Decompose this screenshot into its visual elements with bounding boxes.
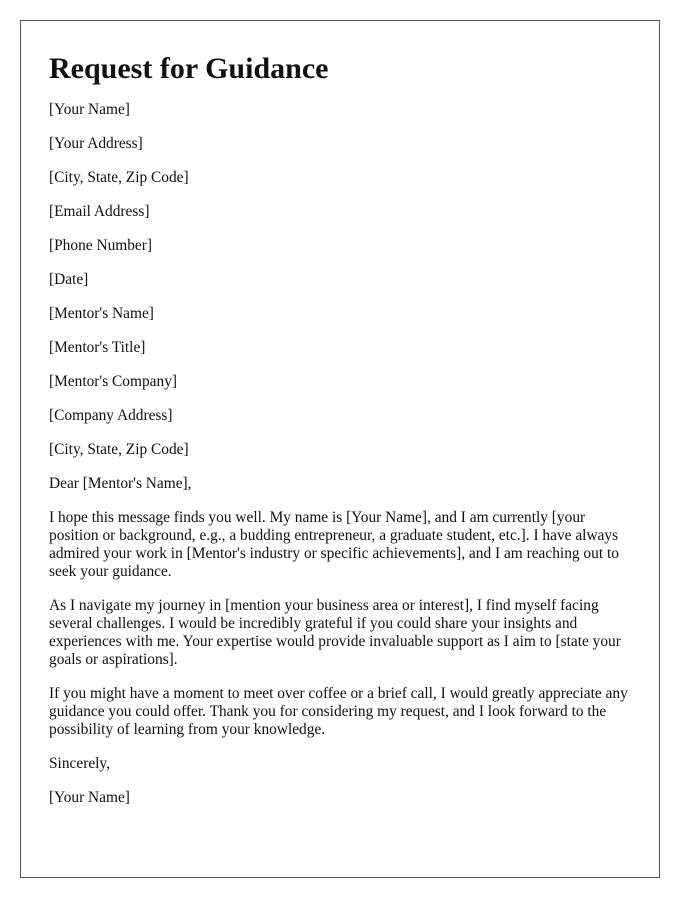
body-paragraph-intro: I hope this message finds you well. My name is [Your Name], and I am currently [your position or background, e.g., a budding entrepreneur, a graduate student, etc.]. I have always admired your work in [Mentor's industry or specific achievements], and I am reaching out to seek your guidance. — [49, 509, 619, 580]
body-paragraph-challenges: As I navigate my journey in [mention your business area or interest], I find myself facing several challenges. I would be incredibly grateful if you could share your insights and experiences with me. Your expertise would provide invaluable support as I aim to [state your goals or aspirations]. — [49, 597, 621, 668]
body-paragraph-request: If you might have a moment to meet over coffee or a brief call, I would greatly appreciate any guidance you could offer. Thank you for considering my request, and I look forward to the possibility of learning from your knowledge. — [49, 685, 628, 738]
sender-address: [Your Address] — [49, 135, 143, 152]
recipient-title: [Mentor's Title] — [49, 339, 146, 356]
closing: Sincerely, — [49, 755, 110, 772]
page-title: Request for Guidance — [49, 52, 329, 85]
sender-city-state-zip: [City, State, Zip Code] — [49, 169, 189, 186]
recipient-name: [Mentor's Name] — [49, 305, 154, 322]
sender-email: [Email Address] — [49, 203, 150, 220]
recipient-company: [Mentor's Company] — [49, 373, 178, 390]
sender-name: [Your Name] — [49, 101, 130, 118]
signature: [Your Name] — [49, 789, 130, 806]
salutation: Dear [Mentor's Name], — [49, 475, 192, 492]
letter-content — [49, 50, 637, 823]
recipient-company-address: [Company Address] — [49, 407, 173, 424]
letter-date: [Date] — [49, 271, 89, 288]
recipient-city-state-zip: [City, State, Zip Code] — [49, 441, 189, 458]
sender-phone: [Phone Number] — [49, 237, 153, 254]
letter-page — [20, 20, 660, 878]
